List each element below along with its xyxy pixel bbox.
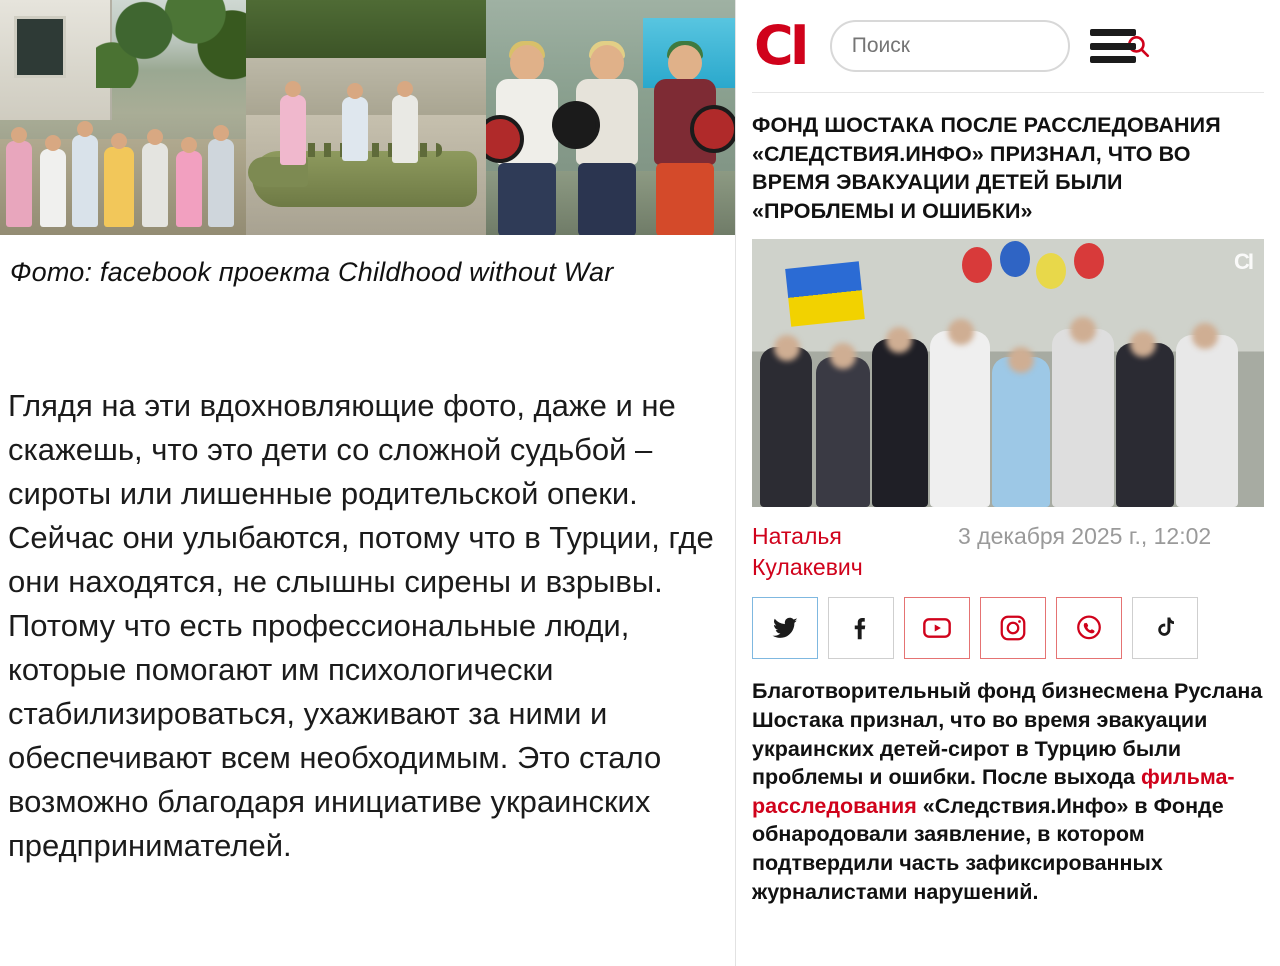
foliage — [96, 0, 246, 88]
ping-pong-racket — [552, 101, 600, 149]
social-share-row — [752, 597, 1264, 659]
person — [1176, 335, 1238, 507]
child-figure — [142, 143, 168, 227]
article-paragraph: Глядя на эти вдохновляющие фото, даже и не скажешь, что это дети со сложной судьбой – сироты или лишенные родительской опеки. Сейчас они улыбаются, потому что в Турции, где они находятся, не слышны сирены и взрывы. Потому что есть профессиональные люди, которые помогают им психологически стабилизироваться, ухаживают за ними и обеспечивают всем необходимым. Это стало возможно благодаря инициативе украинских предпринимателей. — [8, 388, 714, 864]
twitter-share-button[interactable] — [752, 597, 818, 659]
search-input[interactable] — [850, 33, 1125, 59]
person — [872, 339, 928, 507]
collage-photo-crocodile — [246, 0, 486, 235]
shorts — [578, 163, 636, 235]
site-logo[interactable]: CI — [754, 14, 806, 77]
lead-text-part-1: Благотворительный фонд бизнесмена Руслана Шостака признал, что во время эвакуации украинских детей-сирот в Турцию были проблемы и ошибки. После выхода — [752, 679, 1263, 790]
ukraine-flag — [785, 262, 865, 327]
shorts — [656, 163, 714, 235]
child-figure — [208, 139, 234, 227]
person — [1052, 329, 1114, 507]
lead-text-part-2: «Следствия.Инфо» в Фонде обнародовали заявление, в котором подтвердили часть зафиксированных журналистами нарушений. — [752, 793, 1224, 904]
window — [14, 16, 66, 78]
instagram-share-button[interactable] — [980, 597, 1046, 659]
youtube-share-button[interactable] — [904, 597, 970, 659]
child-figure — [280, 95, 306, 165]
child-figure — [6, 141, 32, 227]
search-box[interactable] — [830, 20, 1070, 72]
child-figure — [40, 149, 66, 227]
boy-figure-left — [490, 45, 564, 235]
child-figure-costume — [104, 147, 134, 227]
boy-figure-right — [648, 45, 722, 235]
child-figure — [392, 95, 418, 163]
shorts — [498, 163, 556, 235]
byline — [752, 521, 1264, 583]
facebook-share-button[interactable] — [828, 597, 894, 659]
hedge — [246, 0, 486, 58]
investigation-film-link[interactable]: фильма-расследования — [752, 765, 1235, 818]
tiktok-share-button[interactable] — [1132, 597, 1198, 659]
head — [510, 45, 544, 81]
article-date: 3 декабря 2025 г., 12:02 — [958, 523, 1212, 550]
news-sidebar — [735, 0, 1280, 966]
photo-collage — [0, 0, 735, 235]
person — [816, 357, 870, 507]
article-author[interactable]: Наталья Кулакевич — [752, 523, 863, 581]
child-figure — [342, 97, 368, 161]
photo-caption: Фото: facebook проекта Childhood without War — [10, 257, 614, 287]
head — [590, 45, 624, 81]
child-figure — [72, 135, 98, 227]
person — [1116, 343, 1174, 507]
watermark-logo: CI — [1234, 249, 1252, 275]
collage-photo-courtyard — [0, 0, 246, 235]
person — [930, 331, 990, 507]
viber-share-button[interactable] — [1056, 597, 1122, 659]
ping-pong-racket — [690, 105, 735, 153]
head — [668, 45, 702, 81]
child-figure — [176, 151, 202, 227]
news-headline[interactable]: ФОНД ШОСТАКА ПОСЛЕ РАССЛЕДОВАНИЯ «СЛЕДСТВИЯ.ИНФО» ПРИЗНАЛ, ЧТО ВО ВРЕМЯ ЭВАКУАЦИИ ДЕТЕЙ БЫЛИ «ПРОБЛЕМЫ И ОШИБКИ» — [752, 113, 1221, 223]
child — [992, 357, 1050, 507]
news-photo — [752, 239, 1264, 507]
news-lead — [752, 677, 1264, 906]
boy-figure-center — [570, 45, 644, 235]
site-header — [752, 0, 1264, 93]
collage-photo-boys — [486, 0, 735, 235]
person — [760, 347, 812, 507]
hamburger-menu-icon[interactable] — [1090, 29, 1136, 63]
